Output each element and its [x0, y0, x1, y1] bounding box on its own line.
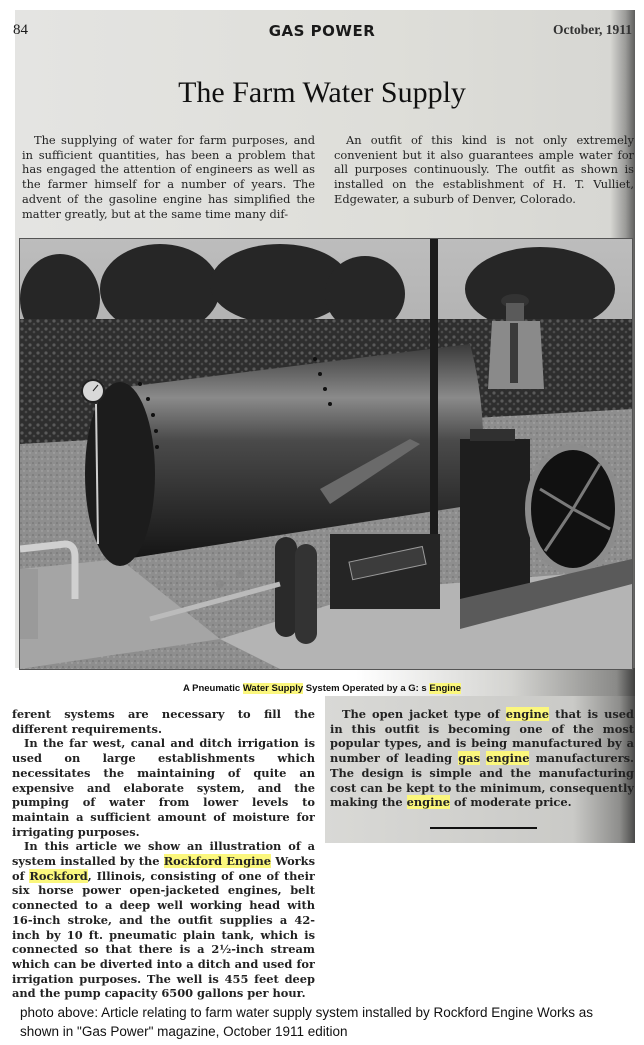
text: that is used in this outfit is becoming one of the most popular types, and is being manufactured by a number of leading — [330, 707, 634, 766]
article-column-top-left — [22, 133, 315, 221]
magazine-masthead: GAS POWER — [268, 22, 376, 40]
article-photo — [19, 238, 633, 670]
article-column-bottom-right — [330, 707, 634, 810]
page-number: 84 — [13, 22, 28, 38]
paragraph: An outfit of this kind is not only extremely convenient but it also guarantees ample water for all purposes continuously. The outfit as shown is installed on the establishment of H. T. Vulliet, Edgewater, a suburb of Denver, Colorado. — [334, 133, 634, 206]
caption-highlight: Water Supply — [242, 683, 304, 694]
article-column-top-right — [334, 133, 634, 207]
paragraph: The supplying of water for farm purposes, and in sufficient quantities, has been a problem that has engaged the attention of engineers as well as the farmer himself for a number of years. The advent of the gasoline engine has simplified the matter greatly, but at the same time many dif- — [22, 133, 315, 221]
pneumatic-water-system-photo — [20, 239, 632, 669]
article-headline: The Farm Water Supply — [178, 76, 466, 109]
paragraph: In the far west, canal and ditch irrigation is used on large establishments which necessitates the maintaining of quite an expensive and elaborate system, and the pumping of water from lower levels to maintain a sufficient amount of moisture for irrigating purposes. — [12, 736, 315, 839]
text: , Illinois, consisting of one of their six horse power open-jacketed engines, belt connected to a deep well working head with 16-inch stroke, and the outfit supplies a 42-inch by 10 ft. pneumatic plain tank, which is connected so that there is a 2½-inch stream which can be diverted into a ditch and used for irrigation purposes. The well is 455 feet deep and the pump capacity 6500 gallons per hour. — [12, 868, 315, 1001]
section-end-rule — [430, 827, 537, 829]
highlight: engine — [406, 795, 450, 810]
highlight: engine — [505, 707, 550, 721]
caption-highlight: Engine — [429, 683, 462, 694]
paragraph — [12, 839, 315, 1001]
text: manufacturers. The design is simple and the manufacturing cost can be kept to the minimum, consequently making the — [330, 751, 634, 810]
caption-text: A Pneumatic — [182, 683, 243, 694]
highlight: Rockford — [29, 868, 88, 883]
text: The open jacket type of — [342, 707, 506, 721]
paragraph: ferent systems are necessary to fill the different requirements. — [12, 707, 315, 736]
highlight: engine — [486, 751, 530, 766]
text: of moderate price. — [449, 795, 572, 810]
highlight: gas — [458, 751, 480, 766]
article-column-bottom-left — [12, 707, 315, 1001]
highlight: Rockford Engine — [163, 854, 272, 869]
footnote-caption: photo above: Article relating to farm water supply system installed by Rockford Engine Works as shown in "Gas Power" magazine, October 1911 edition — [20, 1005, 594, 1039]
paragraph — [330, 707, 634, 810]
caption-text: System Operated by a G: s — [303, 683, 430, 694]
photo-caption — [0, 683, 644, 694]
text: Works of — [12, 854, 315, 883]
text: In this article we show an illustration of a system installed by the — [12, 839, 315, 869]
issue-date: October, 1911 — [553, 22, 632, 37]
